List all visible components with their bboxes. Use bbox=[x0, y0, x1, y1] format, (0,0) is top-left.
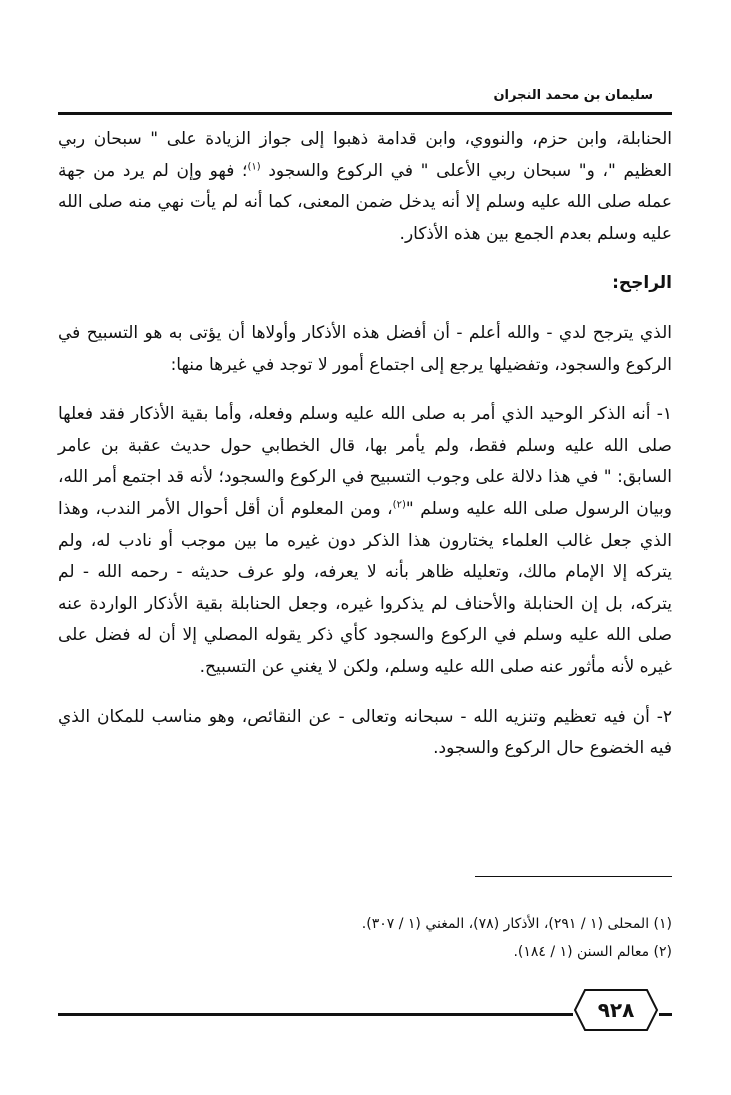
footnote-marker-1: (١) bbox=[247, 160, 261, 172]
page-body bbox=[58, 124, 672, 783]
point-1-text-b: ، ومن المعلوم أن أقل أحوال الأمر الندب، وهذا الذي جعل غالب العلماء يختارون هذا الذكر دون غيره ما بين موجب أو نادب له، ولم يتركه إلا الإمام مالك، وتعليله ظاهر بأنه لا يعرفه، ولو عرف حديثه - رحمه الله - لم يتركه، بل إن الحنابلة والأحناف لم يذكروا غيره، وجعل الحنابلة بقية الأذكار الواردة عنه صلى الله عليه وسلم في الركوع والسجود كأي ذكر يقوله المصلي إلا أن له فضل على غيره لأنه مأثور عنه صلى الله عليه وسلم، ولكن لا يغني عن التسبيح. bbox=[58, 498, 672, 677]
paragraph-opinions bbox=[58, 124, 672, 250]
paragraph-intro: الذي يترجح لدي - والله أعلم - أن أفضل هذه الأذكار وأولاها أن يؤتى به هو التسبيح في الركوع والسجود، وتفضيلها يرجع إلى اجتماع أمور لا توجد في غيرها منها: bbox=[58, 322, 672, 375]
footnotes bbox=[58, 916, 672, 972]
footnote-2: (٢) معالم السنن (١ / ١٨٤). bbox=[513, 944, 672, 960]
header-rule bbox=[58, 112, 672, 115]
page-number: ٩٢٨ bbox=[597, 998, 635, 1022]
paragraph-text: الحنابلة، وابن حزم، والنووي، وابن قدامة ذهبوا إلى جواز الزيادة على " سبحان ربي العظيم "، و" سبحان ربي الأعلى " في الركوع والسجود bbox=[58, 129, 673, 181]
section-title: الراجح: bbox=[612, 273, 672, 294]
point-2: ٢- أن فيه تعظيم وتنزيه الله - سبحانه وتعالى - عن النقائص، وهو مناسب للمكان الذي فيه الخضوع حال الركوع والسجود. bbox=[58, 706, 672, 759]
footnote-marker-2: (٢) bbox=[392, 499, 406, 511]
paragraph-text: ؛ فهو وإن لم يرد من جهة عمله صلى الله عليه وسلم إلا أنه يدخل ضمن المعنى، كما أنه لم يأت نهي منه صلى الله عليه وسلم بعدم الجمع بين هذه الأذكار. bbox=[58, 160, 672, 244]
footnote-1: (١) المحلى (١ / ٢٩١)، الأذكار (٧٨)، المغني (١ / ٣٠٧). bbox=[361, 916, 672, 932]
point-1-text-a: ١- أنه الذكر الوحيد الذي أمر به صلى الله عليه وسلم وفعله، وأما بقية الأذكار فقد فعلها صلى الله عليه وسلم فقط، ولم يأمر بها، قال الخطابي حول حديث عقبة بن عامر السابق: " في هذا دلالة على وجوب التسبيح في الركوع والسجود؛ لأنه قد اجتمع أمر الله، وبيان الرسول صلى الله عليه وسلم " bbox=[58, 404, 672, 519]
footnote-separator bbox=[475, 876, 672, 877]
point-1 bbox=[58, 399, 672, 683]
page-number-frame bbox=[573, 988, 659, 1032]
running-header-author: سليمان بن محمد النجران bbox=[493, 88, 653, 103]
